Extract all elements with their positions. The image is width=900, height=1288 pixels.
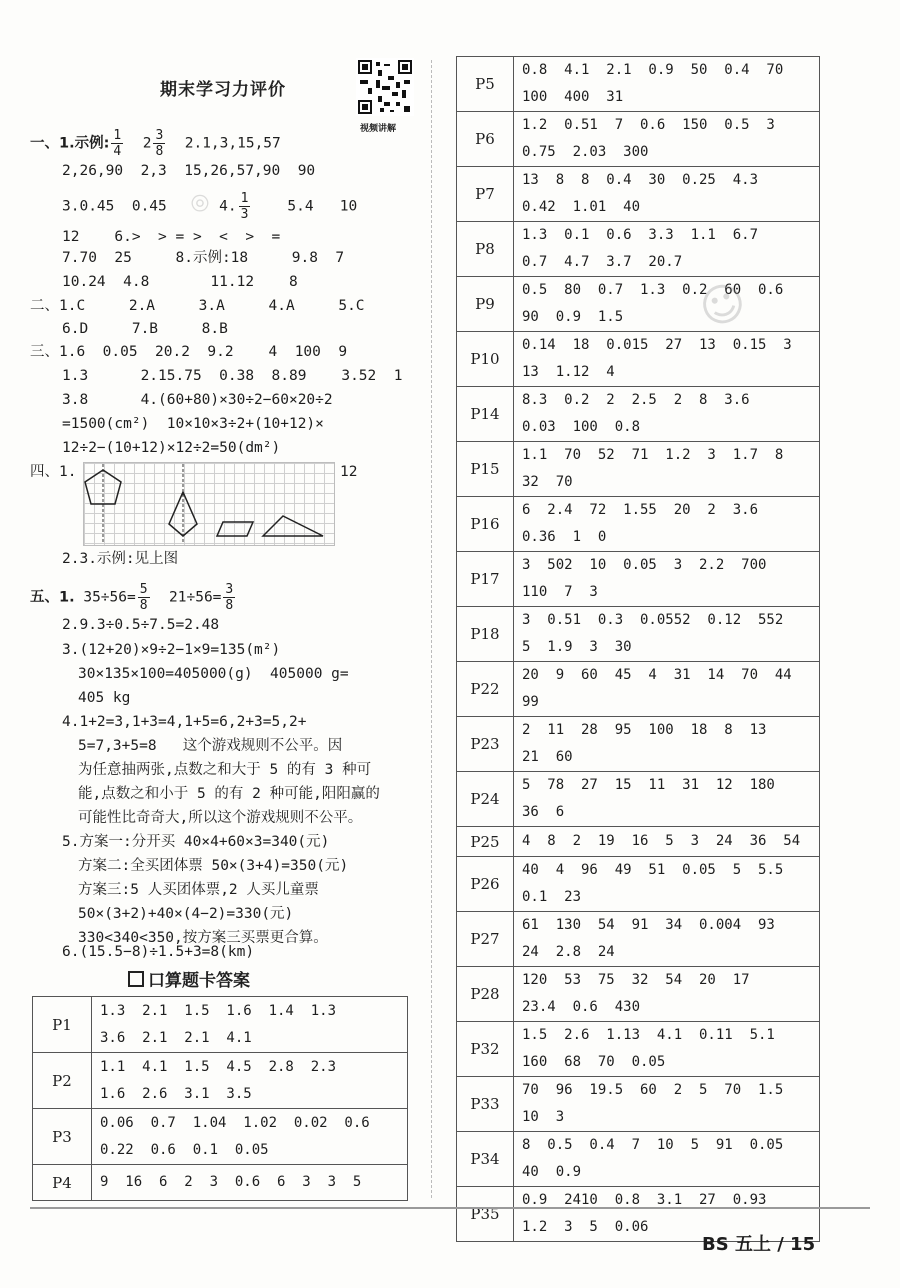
table-row <box>457 772 820 827</box>
answers-cell: 0.8 4.1 2.1 0.9 50 0.4 70 100 400 31 <box>514 57 820 112</box>
table-row <box>457 442 820 497</box>
footer-rule <box>30 1207 870 1209</box>
table-row <box>457 222 820 277</box>
answers-cell: 40 4 96 49 51 0.05 5 5.5 0.1 23 <box>514 857 820 912</box>
oral-section-title: 口算题卡答案 <box>128 966 250 991</box>
answer-line-30: 330<340<350,按方案三买票更合算。 <box>78 930 328 946</box>
table-row <box>457 1022 820 1077</box>
answer-line-21: 4.1+2=3,1+3=4,1+5=6,2+3=5,2+ <box>62 714 307 730</box>
table-row <box>33 997 408 1053</box>
table-row <box>457 1077 820 1132</box>
table-row <box>457 967 820 1022</box>
answers-cell: 0.5 80 0.7 1.3 0.2 60 0.6 90 0.9 1.5 <box>514 277 820 332</box>
oral-answer-table-left <box>32 996 408 1201</box>
table-row <box>457 112 820 167</box>
answer-line-28: 方案三:5 人买团体票,2 人买儿童票 <box>78 882 319 898</box>
table-row <box>457 1132 820 1187</box>
answer-line-1: 一、1.示例: $\frac{1}{4}$ 2 $\frac{3}{8}$ 2.1,3,15,57 <box>30 128 281 159</box>
answer-value-12: 12 <box>340 464 358 480</box>
table-row <box>457 827 820 857</box>
page-label-cell: P34 <box>457 1132 514 1187</box>
table-row <box>457 717 820 772</box>
watermark: ☺ <box>692 273 754 338</box>
table-row <box>457 332 820 387</box>
page-label-cell: P8 <box>457 222 514 277</box>
table-row <box>457 167 820 222</box>
page-label-cell: P18 <box>457 607 514 662</box>
page-label-cell: P28 <box>457 967 514 1022</box>
answers-cell: 1.3 0.1 0.6 3.3 1.1 6.7 0.7 4.7 3.7 20.7 <box>514 222 820 277</box>
answer-line-24: 能,点数之和小于 5 的有 2 种可能,阳阳赢的 <box>78 786 380 802</box>
answer-line-13: 12÷2−(10+12)×12÷2=50(dm²) <box>62 440 281 456</box>
table-row <box>457 552 820 607</box>
answer-line-6: 10.24 4.8 11.12 8 <box>62 274 298 290</box>
page-label-cell: P7 <box>457 167 514 222</box>
page-label-cell: P14 <box>457 387 514 442</box>
answer-line-12: =1500(cm²) 10×10×3÷2+(10+12)× <box>62 416 324 432</box>
answers-cell: 0.9 2410 0.8 3.1 27 0.93 1.2 3 5 0.06 <box>514 1187 820 1242</box>
answers-cell: 3 502 10 0.05 3 2.2 700 110 7 3 <box>514 552 820 607</box>
answer-line-15: 2.3.示例:见上图 <box>62 551 179 567</box>
table-row <box>457 387 820 442</box>
answers-cell: 6 2.4 72 1.55 20 2 3.6 0.36 1 0 <box>514 497 820 552</box>
page-label-cell: P10 <box>457 332 514 387</box>
answers-cell: 0.14 18 0.015 27 13 0.15 3 13 1.12 4 <box>514 332 820 387</box>
answer-line-3: 3.0.45 0.45 4. $\frac{1}{3}$ 5.4 10 <box>62 191 358 222</box>
page-title: 期末学习力评价 <box>160 80 286 100</box>
page-label-cell: P17 <box>457 552 514 607</box>
answers-cell: 8.3 0.2 2 2.5 2 8 3.6 0.03 100 0.8 <box>514 387 820 442</box>
answers-cell: 120 53 75 32 54 20 17 23.4 0.6 430 <box>514 967 820 1022</box>
page-label-cell: P3 <box>33 1109 92 1165</box>
answers-cell: 8 0.5 0.4 7 10 5 91 0.05 40 0.9 <box>514 1132 820 1187</box>
page-label-cell: P26 <box>457 857 514 912</box>
table-row <box>457 57 820 112</box>
answer-line-7: 二、1.C 2.A 3.A 4.A 5.C <box>30 298 365 314</box>
table-row <box>457 662 820 717</box>
page-number: BS 五上 / 15 <box>702 1234 816 1255</box>
qr-label: 视频讲解 <box>360 124 397 134</box>
answer-line-5: 7.70 25 8.示例:18 9.8 7 <box>62 250 345 266</box>
answer-line-16: 五、1. 35÷56= $\frac{5}{8}$ 21÷56= $\frac{3}{8}$ <box>30 582 234 613</box>
table-row <box>457 857 820 912</box>
answer-line-20: 405 kg <box>78 690 131 706</box>
answers-cell: 0.06 0.7 1.04 1.02 0.02 0.6 0.22 0.6 0.1 0.05 <box>92 1109 408 1165</box>
answers-cell: 1.5 2.6 1.13 4.1 0.11 5.1 160 68 70 0.05 <box>514 1022 820 1077</box>
answer-line-29: 50×(3+2)+40×(4−2)=330(元) <box>78 906 294 922</box>
qr-code-icon[interactable] <box>356 58 414 116</box>
answer-line-11: 3.8 4.(60+80)×30÷2−60×20÷2 <box>62 392 333 408</box>
answer-line-23: 为任意抽两张,点数之和大于 5 的有 3 种可 <box>78 762 372 778</box>
page-label-cell: P16 <box>457 497 514 552</box>
oral-answer-table-right <box>456 56 820 1242</box>
answers-cell: 70 96 19.5 60 2 5 70 1.5 10 3 <box>514 1077 820 1132</box>
table-row <box>457 912 820 967</box>
answers-cell: 9 16 6 2 3 0.6 6 3 3 5 <box>92 1165 408 1201</box>
answer-line-2: 2,26,90 2,3 15,26,57,90 90 <box>62 163 316 179</box>
page-label-cell: P24 <box>457 772 514 827</box>
page-label-cell: P32 <box>457 1022 514 1077</box>
page-label-cell: P5 <box>457 57 514 112</box>
page-label-cell: P15 <box>457 442 514 497</box>
page-label-cell: P27 <box>457 912 514 967</box>
answer-line-8: 6.D 7.B 8.B <box>62 321 228 337</box>
answer-line-19: 30×135×100=405000(g) 405000 g= <box>78 666 349 682</box>
answer-line-14: 四、1. <box>30 464 77 480</box>
answer-line-4: 12 6.> > = > < > = <box>62 229 281 245</box>
answer-line-18: 3.(12+20)×9÷2−1×9=135(m²) <box>62 642 281 658</box>
answers-cell: 13 8 8 0.4 30 0.25 4.3 0.42 1.01 40 <box>514 167 820 222</box>
page-label-cell: P23 <box>457 717 514 772</box>
page-label-cell: P35 <box>457 1187 514 1242</box>
answers-cell: 1.2 0.51 7 0.6 150 0.5 3 0.75 2.03 300 <box>514 112 820 167</box>
answers-cell: 20 9 60 45 4 31 14 70 44 99 <box>514 662 820 717</box>
table-row <box>33 1109 408 1165</box>
answer-line-25: 可能性比奇奇大,所以这个游戏规则不公平。 <box>78 810 363 826</box>
page-label-cell: P25 <box>457 827 514 857</box>
page-label-cell: P22 <box>457 662 514 717</box>
answer-line-9: 三、1.6 0.05 20.2 9.2 4 100 9 <box>30 344 348 360</box>
answer-line-27: 方案二:全买团体票 50×(3+4)=350(元) <box>78 858 349 874</box>
table-row <box>457 607 820 662</box>
column-divider <box>431 60 432 1198</box>
page-label-cell: P33 <box>457 1077 514 1132</box>
answer-line-26: 5.方案一:分开买 40×4+60×3=340(元) <box>62 834 330 850</box>
answer-line-10: 1.3 2.15.75 0.38 8.89 3.52 1 <box>62 368 403 384</box>
page-label-cell: P2 <box>33 1053 92 1109</box>
answer-line-31: 6.(15.5−8)÷1.5+3=8(km) <box>62 944 255 960</box>
table-row <box>457 497 820 552</box>
box-icon <box>128 971 144 987</box>
answers-cell: 5 78 27 15 11 31 12 180 36 6 <box>514 772 820 827</box>
answers-cell: 1.1 4.1 1.5 4.5 2.8 2.3 1.6 2.6 3.1 3.5 <box>92 1053 408 1109</box>
watermark: ◎ <box>185 186 215 219</box>
answers-cell: 61 130 54 91 34 0.004 93 24 2.8 24 <box>514 912 820 967</box>
answer-line-17: 2.9.3÷0.5÷7.5=2.48 <box>62 617 220 633</box>
page-label-cell: P6 <box>457 112 514 167</box>
answers-cell: 1.3 2.1 1.5 1.6 1.4 1.3 3.6 2.1 2.1 4.1 <box>92 997 408 1053</box>
table-row <box>457 277 820 332</box>
table-row <box>33 1165 408 1201</box>
page-label-cell: P4 <box>33 1165 92 1201</box>
page-label-cell: P1 <box>33 997 92 1053</box>
answers-cell: 3 0.51 0.3 0.0552 0.12 552 5 1.9 3 30 <box>514 607 820 662</box>
page-label-cell: P9 <box>457 277 514 332</box>
answer-line-22: 5=7,3+5=8 这个游戏规则不公平。因 <box>78 738 343 754</box>
symmetry-figure <box>83 462 333 544</box>
table-row <box>33 1053 408 1109</box>
answers-cell: 1.1 70 52 71 1.2 3 1.7 8 32 70 <box>514 442 820 497</box>
answers-cell: 4 8 2 19 16 5 3 24 36 54 <box>514 827 820 857</box>
answers-cell: 2 11 28 95 100 18 8 13 21 60 <box>514 717 820 772</box>
